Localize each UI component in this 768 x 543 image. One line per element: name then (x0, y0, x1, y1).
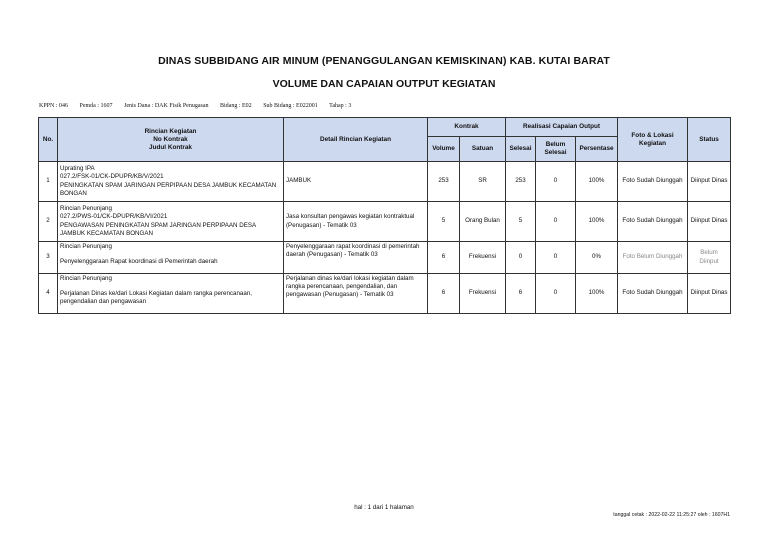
table-row (39, 274, 731, 314)
header-selesai: Selesai (506, 137, 536, 162)
cell-foto: Foto Sudah Diunggah (618, 202, 688, 242)
cell-detail: Perjalanan dinas ke/dari lokasi kegiatan dalam rangka perencanaan, pengendalian, dan pengawasan (Penugasan) - Tematik 03 (284, 274, 428, 314)
print-timestamp: tanggal cetak : 2022-02-22 11:25:27 oleh : 1607H1 (613, 512, 730, 518)
cell-volume: 6 (428, 242, 460, 274)
cell-belum-selesai: 0 (536, 202, 576, 242)
table-row (39, 202, 731, 242)
cell-satuan: Frekuensi (460, 242, 506, 274)
rincian-kegiatan: Rincian Penunjang (60, 243, 112, 250)
cell-no: 3 (39, 242, 58, 274)
rincian-judul: Penyelenggaraan Rapat koordinasi di Pemerintah daerah (60, 258, 218, 266)
cell-satuan: Orang Bulan (460, 202, 506, 242)
cell-detail: Jasa konsultan pengawas kegiatan kontraktual (Penugasan) - Tematik 03 (284, 202, 428, 242)
header-realisasi: Realisasi Capaian Output (506, 118, 618, 137)
header-kontrak: Kontrak (428, 118, 506, 137)
cell-volume: 5 (428, 202, 460, 242)
table-row (39, 242, 731, 274)
header-detail: Detail Rincian Kegiatan (284, 118, 428, 162)
cell-no: 1 (39, 162, 58, 202)
cell-rincian (58, 202, 284, 242)
cell-foto: Foto Sudah Diunggah (618, 274, 688, 314)
header-judul-kontrak: Judul Kontrak (149, 143, 192, 151)
cell-no: 2 (39, 202, 58, 242)
cell-satuan: Frekuensi (460, 274, 506, 314)
cell-status: Diinput Dinas (688, 274, 731, 314)
rincian-judul-kontrak: PENGAWASAN PENINGKATAN SPAM JARINGAN PERPIPAAN DESA JAMBUK KECAMATAN BONGAN (60, 221, 256, 237)
cell-detail: Penyelenggaraan rapat koordinasi di pemerintah daerah (Penugasan) - Tematik 03 (284, 242, 428, 274)
header-belum-selesai: Belum Selesai (536, 137, 576, 162)
page-number: hal : 1 dari 1 halaman (354, 504, 414, 511)
meta-pemda: Pemda : 1607 (79, 103, 113, 109)
cell-persentase: 100% (576, 274, 618, 314)
cell-belum-selesai: 0 (536, 242, 576, 274)
cell-persentase: 100% (576, 202, 618, 242)
header-rincian-kegiatan: Rincian Kegiatan (144, 127, 197, 135)
cell-rincian (58, 242, 284, 274)
meta-sub-bidang: Sub Bidang : E022001 (263, 103, 318, 109)
rincian-kegiatan: Rincian Penunjang (60, 205, 112, 213)
header-no-kontrak: No Kontrak (153, 135, 188, 143)
cell-detail: JAMBUK (284, 162, 428, 202)
cell-volume: 253 (428, 162, 460, 202)
cell-rincian (58, 162, 284, 202)
header-satuan: Satuan (460, 137, 506, 162)
table-row (39, 162, 731, 202)
cell-belum-selesai: 0 (536, 274, 576, 314)
cell-selesai: 6 (506, 274, 536, 314)
report-subtitle: VOLUME DAN CAPAIAN OUTPUT KEGIATAN (272, 78, 496, 90)
cell-volume: 6 (428, 274, 460, 314)
report-meta (39, 103, 361, 109)
header-volume: Volume (428, 137, 460, 162)
cell-satuan: SR (460, 162, 506, 202)
meta-tahap: Tahap : 3 (329, 103, 352, 109)
cell-selesai: 5 (506, 202, 536, 242)
output-table (38, 117, 731, 314)
cell-rincian (58, 274, 284, 314)
report-title: DINAS SUBBIDANG AIR MINUM (PENANGGULANGAN KEMISKINAN) KAB. KUTAI BARAT (158, 55, 610, 67)
cell-status: Diinput Dinas (688, 202, 731, 242)
cell-foto: Foto Sudah Diunggah (618, 162, 688, 202)
cell-status: Diinput Dinas (688, 162, 731, 202)
cell-selesai: 0 (506, 242, 536, 274)
header-rincian (58, 118, 284, 162)
meta-bidang: Bidang : E02 (220, 103, 252, 109)
cell-status: Belum Diinput (688, 242, 731, 274)
header-foto: Foto & Lokasi Kegiatan (618, 118, 688, 162)
cell-belum-selesai: 0 (536, 162, 576, 202)
rincian-judul: Perjalanan Dinas ke/dari Lokasi Kegiatan dalam rangka perencanaan, pengendalian dan pengawasan (60, 290, 252, 306)
cell-no: 4 (39, 274, 58, 314)
header-status: Status (688, 118, 731, 162)
header-persentase: Persentase (576, 137, 618, 162)
rincian-no-kontrak: 027.2/FSK-01/CK-DPUPR/KB/V/2021 (60, 173, 164, 181)
rincian-no-kontrak: 027.2/PWS-01/CK-DPUPR/KB/VI/2021 (60, 213, 168, 221)
cell-persentase: 100% (576, 162, 618, 202)
cell-foto: Foto Belum Diunggah (618, 242, 688, 274)
rincian-judul-kontrak: PENINGKATAN SPAM JARINGAN PERPIPAAN DESA JAMBUK KECAMATAN BONGAN (60, 181, 277, 197)
meta-jenis-dana: Jenis Dana : DAK Fisik Penugasan (124, 103, 209, 109)
rincian-kegiatan: Rincian Penunjang (60, 275, 112, 282)
cell-selesai: 253 (506, 162, 536, 202)
cell-persentase: 0% (576, 242, 618, 274)
rincian-kegiatan: Uprating IPA (60, 165, 95, 173)
header-no: No. (39, 118, 58, 162)
meta-kppn: KPPN : 046 (39, 103, 69, 109)
